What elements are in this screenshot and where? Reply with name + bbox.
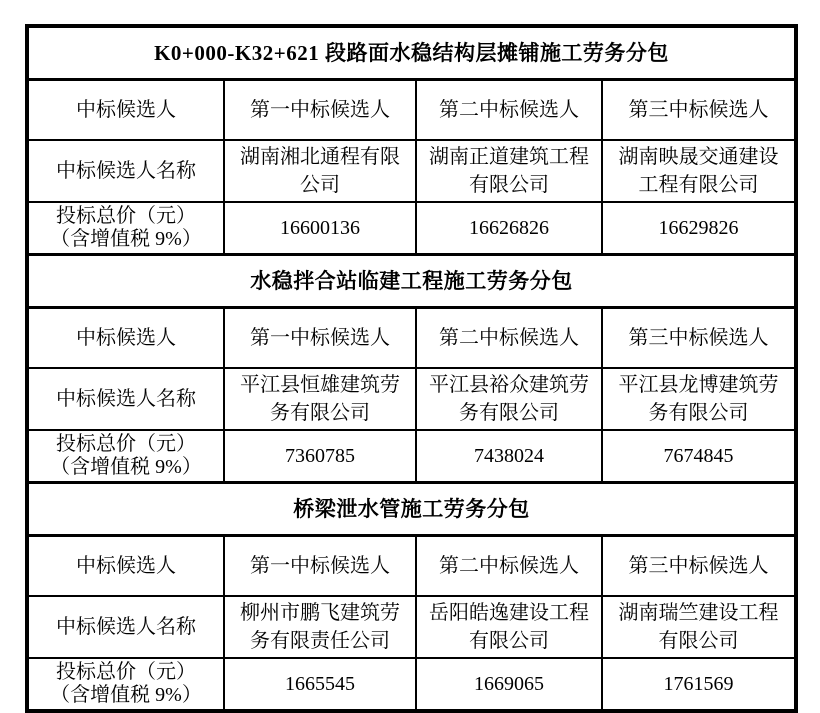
candidate-name: 湖南映晟交通建设工程有限公司 bbox=[602, 140, 796, 202]
bid-price: 1761569 bbox=[602, 658, 796, 711]
price-label-line1: 投标总价（元） bbox=[56, 661, 196, 683]
candidate-name: 湖南瑞竺建设工程有限公司 bbox=[602, 596, 796, 658]
name-row-label: 中标候选人名称 bbox=[27, 140, 224, 202]
price-label-line1: 投标总价（元） bbox=[56, 205, 196, 227]
column-header-candidate: 中标候选人 bbox=[27, 80, 224, 141]
candidate-name: 平江县龙博建筑劳务有限公司 bbox=[602, 368, 796, 430]
bid-price: 7438024 bbox=[416, 430, 602, 483]
column-header-third: 第三中标候选人 bbox=[602, 80, 796, 141]
bid-price: 1669065 bbox=[416, 658, 602, 711]
price-row-label bbox=[27, 658, 224, 711]
candidate-name: 平江县裕众建筑劳务有限公司 bbox=[416, 368, 602, 430]
column-header-third: 第三中标候选人 bbox=[602, 536, 796, 597]
column-header-first: 第一中标候选人 bbox=[224, 80, 416, 141]
candidate-name: 岳阳皓逸建设工程有限公司 bbox=[416, 596, 602, 658]
price-label-line2: （含增值税 9%） bbox=[50, 456, 202, 478]
bid-results-table bbox=[25, 24, 798, 713]
section-title: 水稳拌合站临建工程施工劳务分包 bbox=[27, 255, 796, 308]
column-header-first: 第一中标候选人 bbox=[224, 536, 416, 597]
candidate-name: 湖南正道建筑工程有限公司 bbox=[416, 140, 602, 202]
section-title: 桥梁泄水管施工劳务分包 bbox=[27, 483, 796, 536]
bid-price: 16600136 bbox=[224, 202, 416, 255]
bid-price: 1665545 bbox=[224, 658, 416, 711]
section-title: K0+000-K32+621 段路面水稳结构层摊铺施工劳务分包 bbox=[27, 26, 796, 80]
bid-price: 16626826 bbox=[416, 202, 602, 255]
price-label-line2: （含增值税 9%） bbox=[50, 684, 202, 706]
column-header-candidate: 中标候选人 bbox=[27, 308, 224, 369]
candidate-name: 平江县恒雄建筑劳务有限公司 bbox=[224, 368, 416, 430]
bid-price: 16629826 bbox=[602, 202, 796, 255]
column-header-first: 第一中标候选人 bbox=[224, 308, 416, 369]
column-header-second: 第二中标候选人 bbox=[416, 80, 602, 141]
column-header-third: 第三中标候选人 bbox=[602, 308, 796, 369]
column-header-second: 第二中标候选人 bbox=[416, 536, 602, 597]
column-header-candidate: 中标候选人 bbox=[27, 536, 224, 597]
column-header-second: 第二中标候选人 bbox=[416, 308, 602, 369]
bid-price: 7674845 bbox=[602, 430, 796, 483]
candidate-name: 湖南湘北通程有限公司 bbox=[224, 140, 416, 202]
price-row-label bbox=[27, 430, 224, 483]
price-label-line2: （含增值税 9%） bbox=[50, 228, 202, 250]
name-row-label: 中标候选人名称 bbox=[27, 368, 224, 430]
name-row-label: 中标候选人名称 bbox=[27, 596, 224, 658]
bid-price: 7360785 bbox=[224, 430, 416, 483]
price-label-line1: 投标总价（元） bbox=[56, 433, 196, 455]
price-row-label bbox=[27, 202, 224, 255]
candidate-name: 柳州市鹏飞建筑劳务有限责任公司 bbox=[224, 596, 416, 658]
